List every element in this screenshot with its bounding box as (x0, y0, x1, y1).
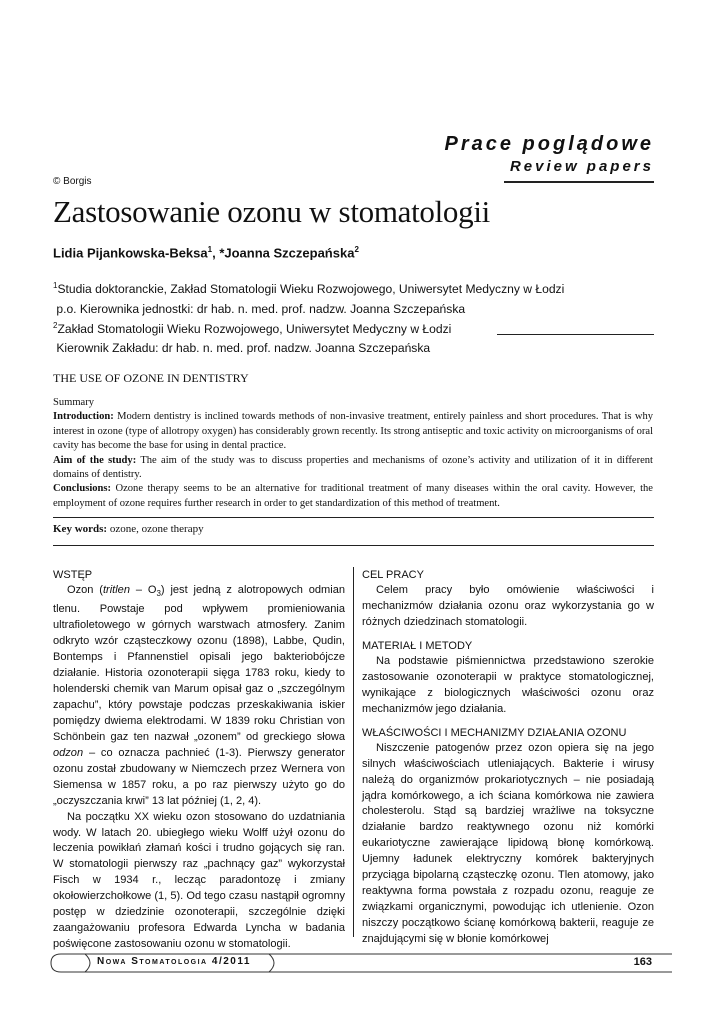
summary-label: Summary (53, 397, 95, 408)
spacer (362, 718, 654, 725)
conclusions-text: Ozone therapy seems to be an alternative for traditional treatment of many diseases within the oral cavity. However, the employment of ozone requires further research in order to get standardization of this method of treatment. (53, 483, 653, 509)
author-1: Lidia Pijankowska-Beksa (53, 245, 208, 261)
affiliations (53, 278, 564, 357)
page-footer (47, 952, 677, 974)
footer-journal: Nowa Stomatologia 4/2011 (97, 956, 251, 967)
italic-term: odzon (53, 746, 84, 759)
paragraph-intro-2: Na początku XX wieku ozon stosowano do uzdatniania wody. W latach 20. ubiegłego wieku Wolff użył ozonu do leczenia powikłań złamań kości i trudno gojących się ran. W stomatologii pierwszy raz „pachnący gaz” wykorzystał Fisch w 1934 r., lecząc paradontozę i zmiany okołowierzchołkowe (1, 5). Od tego czasu nastąpił ogromny postęp w dziedzinie ozonoterapii, szczególnie dzięki zaangażowaniu profesora Edwarda Lyncha w badania poświęcone zastosowaniu ozonu w stomatologii. (53, 810, 345, 951)
affiliation-line (53, 337, 564, 357)
keywords (53, 523, 204, 535)
paragraph-methods: Na podstawie piśmiennictwa przedstawiono szerokie zastosowanie ozonoterapii w praktyce stomatologicznej, wynikające z biologicznych właściwości ozonu oraz mechanizmów jego działania. (362, 654, 654, 715)
keywords-label: Key words: (53, 523, 108, 535)
abstract-aim (53, 454, 653, 483)
intro-text: Modern dentistry is inclined towards methods of non-invasive treatment, entirely painless and short procedures. That is why interest in ozone (type of allotropy oxygen) has considerably grown recently. Its strong antiseptic and toxic activity on microorganisms of oral cavity has become the base for using in dental practice. (53, 411, 653, 452)
paragraph-intro-1 (53, 583, 345, 810)
section-header (445, 131, 655, 177)
affiliation-line (53, 278, 564, 298)
author-2: *Joanna Szczepańska (219, 245, 355, 261)
english-title: THE USE OF OZONE IN DENTISTRY (53, 371, 249, 385)
heading-material: MATERIAŁ I METODY (362, 639, 473, 652)
author-2-sup: 2 (354, 245, 359, 254)
author-1-sup: 1 (207, 245, 213, 254)
authors (53, 245, 359, 260)
affiliation-text: Studia doktoranckie, Zakład Stomatologii Wieku Rozwojowego, Uniwersytet Medyczny w Łodzi (57, 282, 565, 297)
affiliation-text: Zakład Stomatologii Wieku Rozwojowego, Uniwersytet Medyczny w Łodzi (57, 321, 452, 336)
affiliation-text: Kierownik Zakładu: dr hab. n. med. prof. nadzw. Joanna Szczepańska (53, 341, 431, 356)
aim-text: The aim of the study was to discuss properties and mechanisms of ozone’s activity and utilization of it in different domains of dentistry. (53, 454, 653, 481)
paragraph-aim: Celem pracy było omówienie właściwości i mechanizmów działania ozonu oraz wykorzystania go w różnych dziedzinach stomatologii. (362, 584, 654, 628)
abstract-introduction (53, 410, 653, 453)
keywords-rule-top (53, 517, 654, 518)
subscript: 3 (156, 589, 161, 599)
header-rule (504, 181, 654, 183)
abstract-conclusions (53, 482, 653, 511)
heading-wlasciwosci: WŁAŚCIWOŚCI I MECHANIZMY DZIAŁANIA OZONU (362, 726, 627, 739)
affiliation-line (53, 318, 564, 338)
abstract (53, 396, 653, 511)
affiliation-rule (497, 334, 654, 335)
italic-term: tritlen (102, 584, 130, 596)
column-divider (353, 567, 354, 937)
text-run: – co oznacza pachnieć (1-3). Pierwszy generator ozonu został zbudowany w Niemczech przez Wernera von Siemensa w 1857 roku, a po raz pierwszy użyto go do „oczyszczania krwi” 13 lat później (1, 2, 4). (53, 746, 345, 807)
section-title-en: Review papers (509, 158, 654, 175)
affiliation-text: p.o. Kierownika jednostki: dr hab. n. med. prof. nadzw. Joanna Szczepańska (53, 301, 466, 316)
heading-cel-pracy: CEL PRACY (362, 569, 424, 581)
author-separator: , (212, 245, 220, 261)
article-title: Zastosowanie ozonu w stomatologii (53, 194, 490, 229)
keywords-text: ozone, ozone therapy (107, 523, 204, 535)
heading-wstep: WSTĘP (53, 569, 93, 581)
body-column-right (362, 567, 654, 948)
text-run: ) jest jedną z alotropowych odmian tlenu. Powstaje pod wpływem promieniowania ultrafioletowego w górnych warstwach atmosfery. Zanim odkryto wzór cząsteczkowy ozonu (1898), Labbe, Qudin, Bontemps i Pfannenstiel opisali jego bakteriobójcze działanie. Historia ozonoterapii sięga 1783 roku, kiedy to holenderski chemik van Marum opisał gaz o „szczególnym zapachu”, który powstaje podczas przeskakiwania iskier pomiędzy dwiema elektrodami. W 1839 roku Christian von Schönbein gaz ten nazwał „ozonem” od greckiego słowa (53, 584, 345, 743)
spacer (362, 631, 654, 638)
affiliation-line (53, 298, 564, 318)
page-number: 163 (633, 956, 652, 968)
keywords-rule-bottom (53, 545, 654, 546)
body-column-left (53, 567, 345, 953)
paragraph-properties: Niszczenie patogenów przez ozon opiera się na jego silnych właściwościach utleniających. Bakterie i wirusy należą do organizmów prokariotycznych – nie posiadają jądra komórkowego, a ich ściana komórkowa nie zawiera cholesterolu. Stąd są bardziej wrażliwe na toksyczne działanie bardzo reaktywnego ozonu niż komórki eukariotyczne zawierające lipidową błonę komórkową. Ujemny ładunek elektryczny komórek bakteryjnych przyciąga bipolarną cząsteczkę ozonu. Tlen atomowy, jako reaktywna forma powstała z rozpadu ozonu, reaguje ze związkami organicznymi, powodując ich utlenienie. Ozon niszczy początkowo ścianę komórkową bakterii, reaguje ze znajdującymi się w błonie komórkowej (362, 741, 654, 946)
text-run: – O (129, 584, 157, 596)
aim-label: Aim of the study: (53, 454, 137, 466)
affiliation-sup: 1 (53, 281, 58, 290)
section-title-pl: Prace poglądowe (444, 133, 654, 155)
affiliation-sup: 2 (53, 320, 58, 330)
copyright: © Borgis (53, 176, 92, 187)
text-run: Ozon ( (67, 584, 103, 596)
intro-label: Introduction: (53, 411, 114, 423)
conclusions-label: Conclusions: (53, 483, 112, 495)
